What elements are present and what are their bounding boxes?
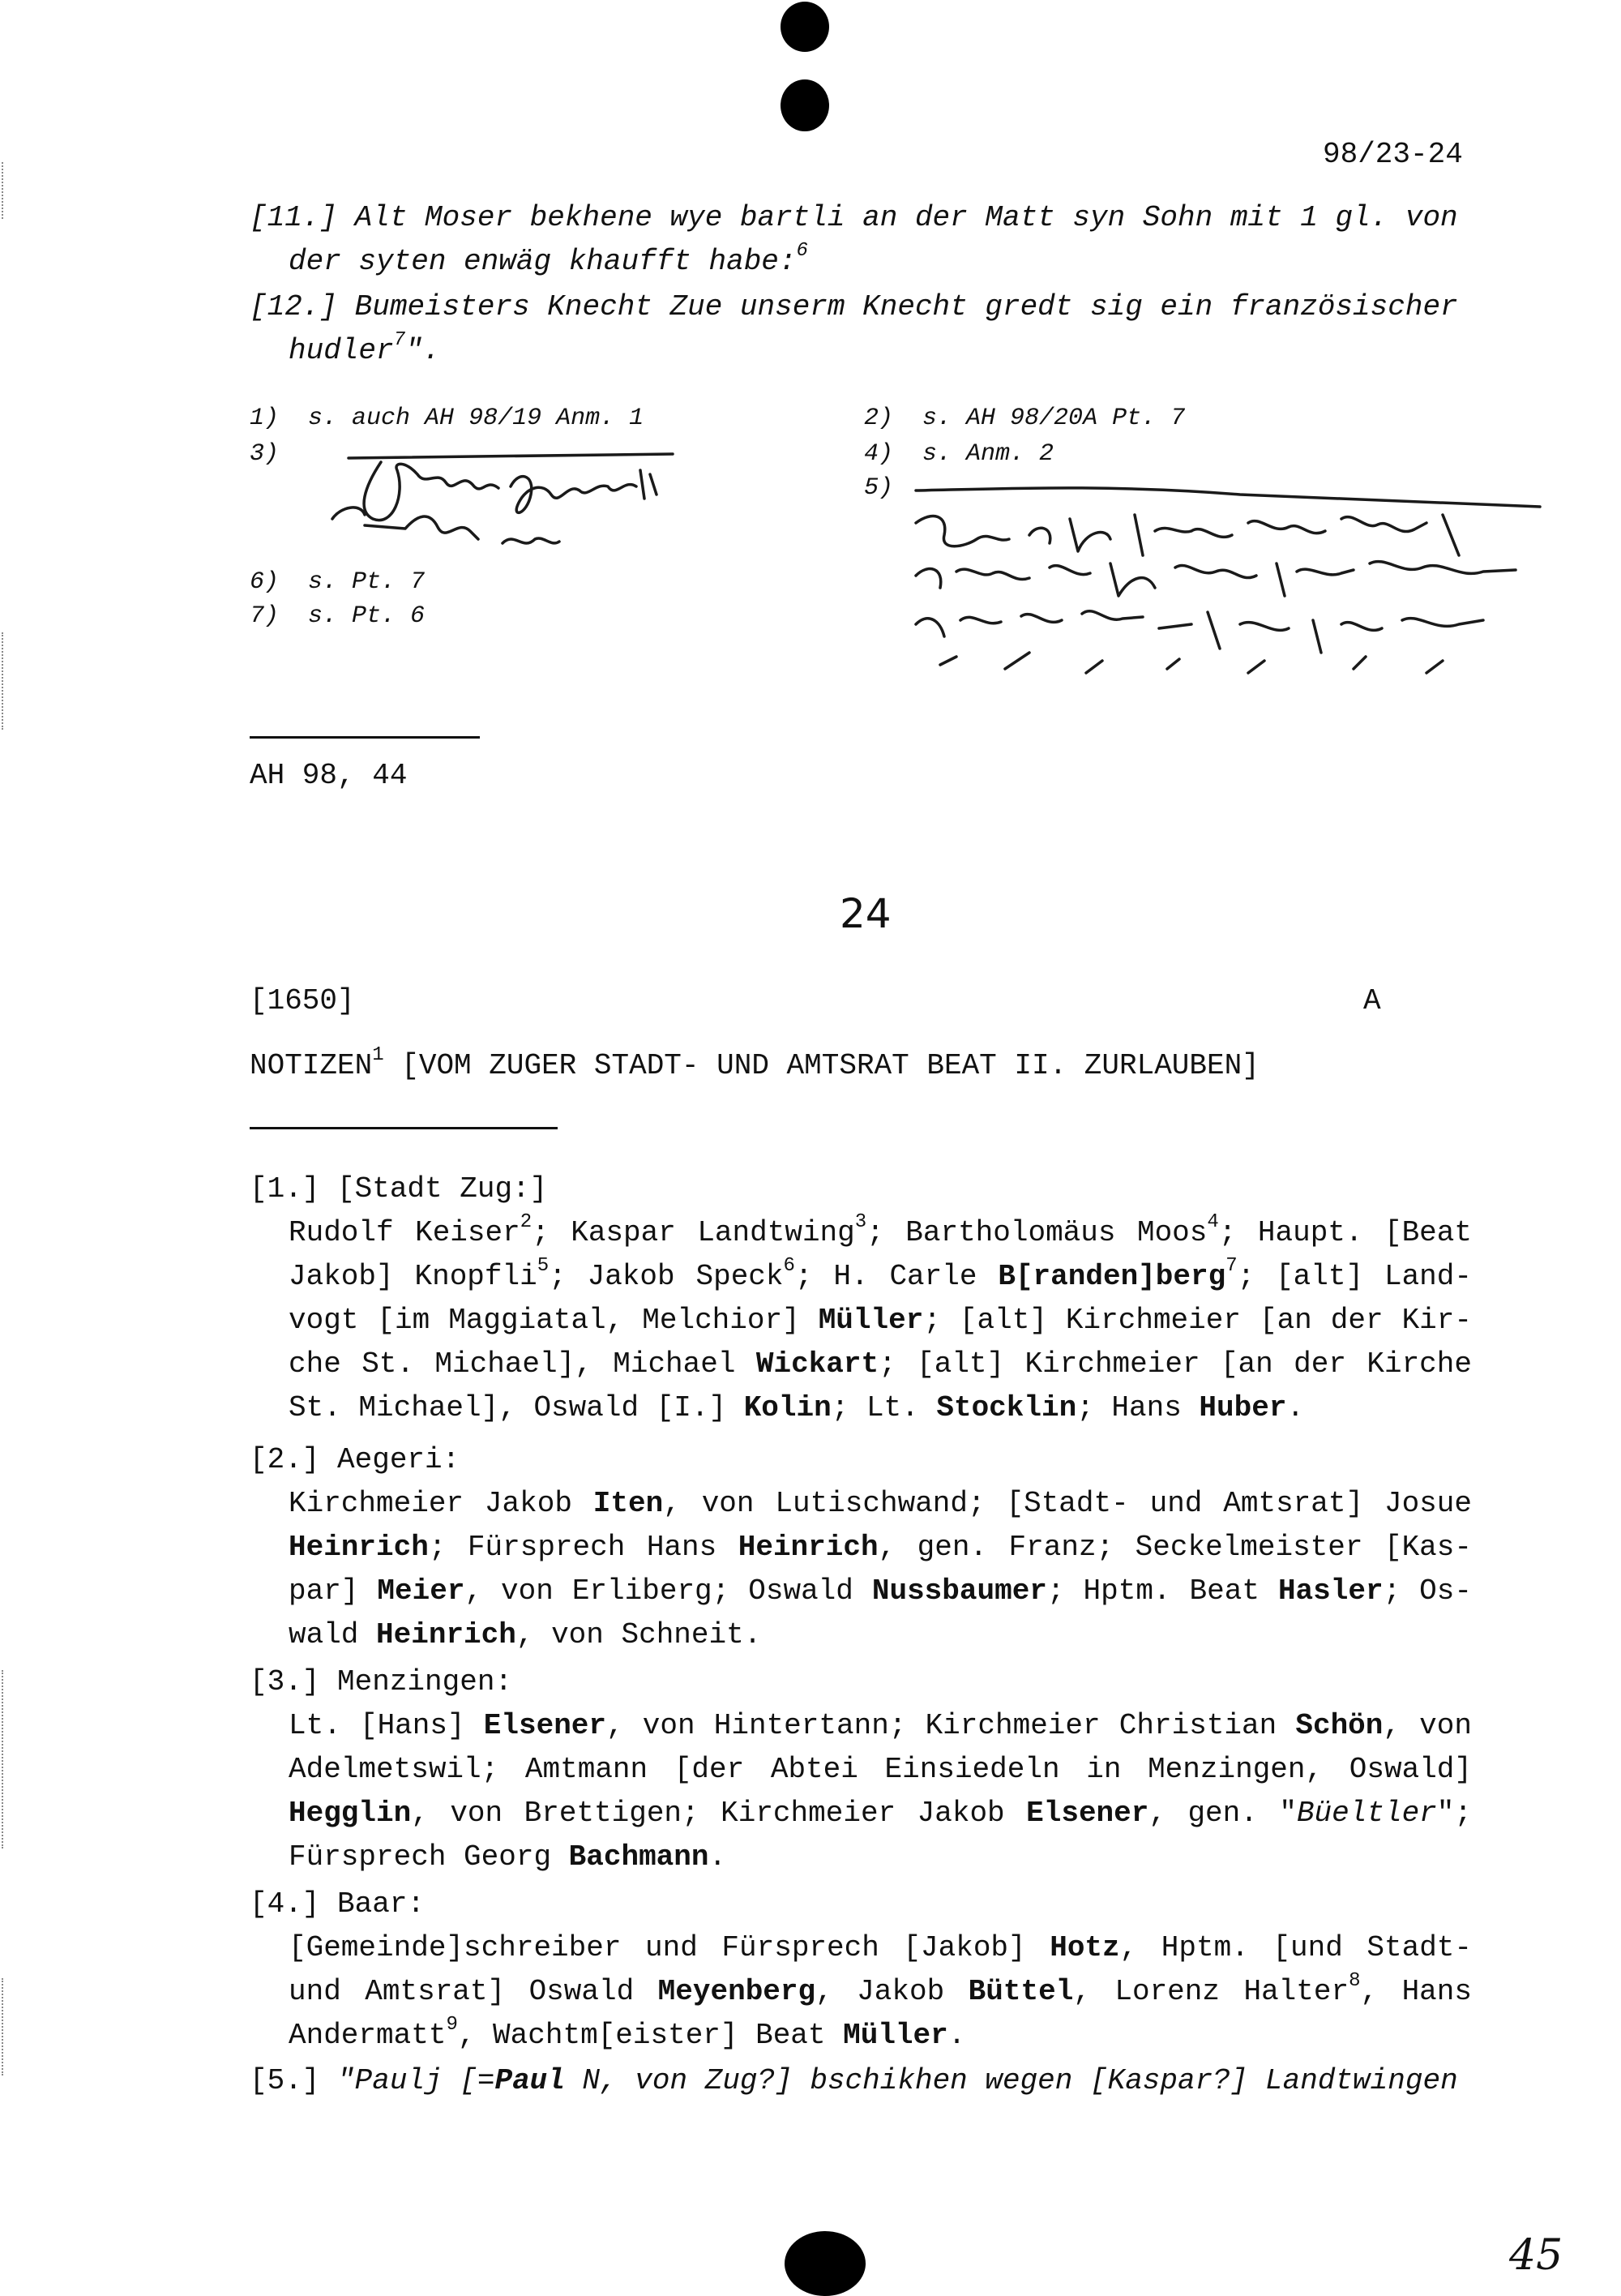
section-2 [250,1438,1473,1657]
archive-reference: 98/23-24 [1323,138,1463,171]
source-reference: AH 98, 44 [250,759,408,792]
entry-11: [11.] Alt Moser bekhene wye bartli an der Matt syn Sohn mit 1 gl. von der syten enwäg khaufft habe:$^6$ [250,201,1458,278]
margin-scan-mark [2,1670,10,1848]
punch-hole-second [781,79,829,131]
section-heading: [2.] Aegeri: [250,1443,460,1476]
section-number: [5.] [250,2064,320,2097]
page-number: 45 [1509,2231,1563,2280]
section-1 [250,1167,1473,1430]
margin-scan-mark [2,632,10,730]
margin-scan-mark [2,1978,10,2075]
section-3 [250,1660,1473,1879]
entry-12: [12.] Bumeisters Knecht Zue unserm Knecht gredt sig ein französischer hudler$^7$". [250,290,1458,367]
footnote-3: 3) [250,440,280,468]
document-date: [1650] [250,984,355,1017]
entry-number: [12.] [250,290,338,323]
handwriting-snippet-3 [316,438,689,576]
section-heading: [4.] Baar: [250,1887,426,1921]
section-body: Kirchmeier Jakob Iten, von Lutischwand; [Stadt- und Amtsrat] Josue Heinrich; Fürsprech Hans Heinrich, gen. Franz; Seckelmeister [Kaspar] Meier, von Erliberg; Oswald Nussbaumer; Hptm. Beat Hasler; Oswald Heinrich, von Schneit. [289,1487,1473,1651]
footnote-6: 6) s. Pt. 7 [250,568,426,596]
document-number: 24 [840,890,892,937]
footnote-7: 7) s. Pt. 6 [250,602,426,630]
section-5: [5.] "Paulj [=Paul N, von Zug?] bschikhen wegen [Kaspar?] Landtwingen [250,2064,1458,2097]
document-title: NOTIZEN$^1$ [VOM ZUGER STADT- UND AMTSRAT BEAT II. ZURLAUBEN] [250,1044,1260,1082]
title-divider [250,1127,558,1129]
section-body: [Gemeinde]schreiber und Fürsprech [Jakob] Hotz, Hptm. [und Stadt- und Amtsrat] Oswald Meyenberg, Jakob Büttel, Lorenz Halter$^8$, Hans Andermatt$^9$, Wachtm[eister] Beat Müller. [289,1931,1473,2052]
punch-hole-top [781,2,829,52]
section-body: Rudolf Keiser$^2$; Kaspar Landtwing$^3$; Bartholomäus Moos$^4$; Haupt. [Beat Jakob] Knopfli$^5$; Jakob Speck$^6$; H. Carle B[randen]berg$^7$; [alt] Landvogt [im Maggiatal, Melchior] Müller; [alt] Kirchmeier [an der Kirche St. Michael], Michael Wickart; [alt] Kirchmeier [an der Kirche St. Michael], Oswald [I.] Kolin; Lt. Stocklin; Hans Huber. [289,1211,1472,1424]
section-heading: [1.] [Stadt Zug:] [250,1172,548,1206]
section-divider [250,736,480,739]
entry-number: [11.] [250,201,338,234]
footnote-5: 5) [864,474,894,502]
footnote-2: 2) s. AH 98/20A Pt. 7 [864,405,1186,432]
margin-scan-mark [2,162,10,219]
section-body: Lt. [Hans] Elsener, von Hintertann; Kirchmeier Christian Schön, von Adelmetswil; Amtmann [der Abtei Einsiedeln in Menzingen, Oswald] Hegglin, von Brettigen; Kirchmeier Jakob Elsener, gen. "Büeltler"; Fürsprech Georg Bachmann. [289,1709,1472,1874]
footnote-1: 1) s. auch AH 98/19 Anm. 1 [250,405,644,432]
section-heading: [3.] Menzingen: [250,1665,513,1698]
section-4 [250,1883,1473,2058]
footnote-4: 4) s. Anm. 2 [864,440,1054,468]
handwriting-snippet-5 [900,474,1548,685]
punch-hole-bottom [785,2231,866,2296]
document-letter: A [1363,984,1381,1017]
